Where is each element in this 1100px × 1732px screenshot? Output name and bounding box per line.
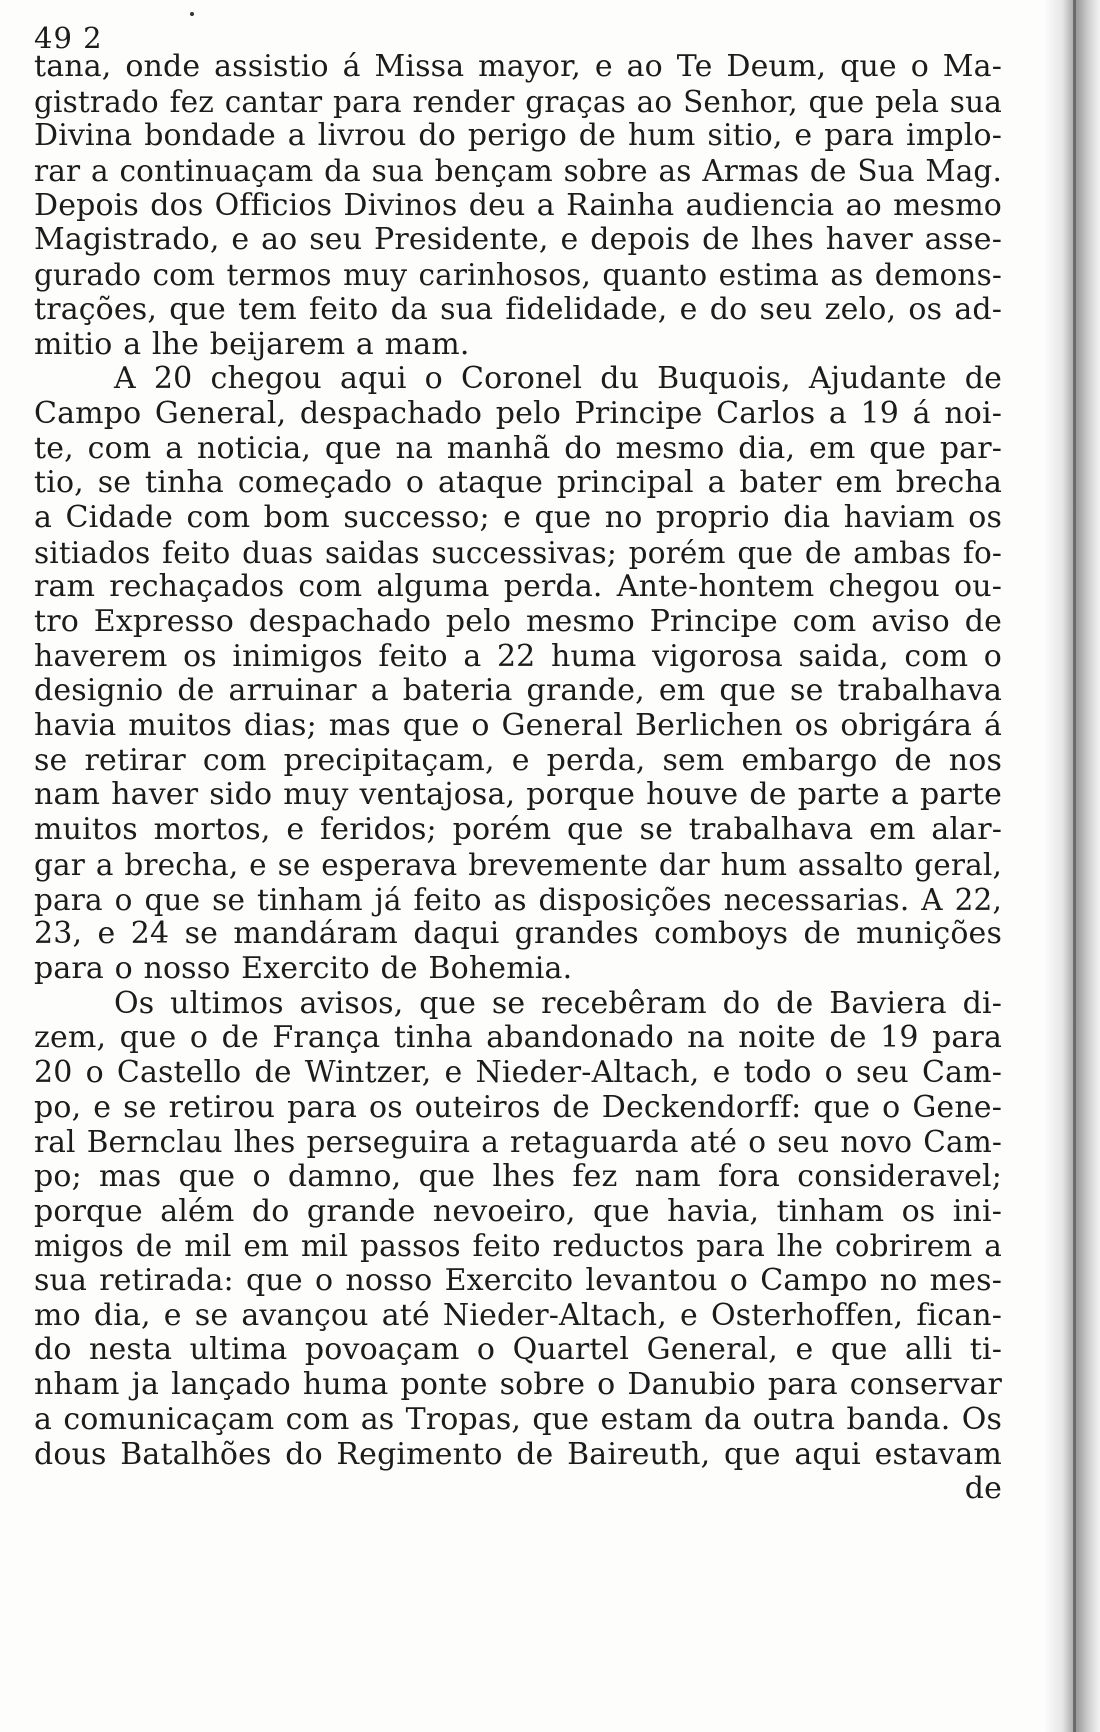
text-line: Magistrado, e ao seu Presidente, e depois de lhes haver asse- <box>34 222 1002 258</box>
text-line: sitiados feito duas saidas successivas; porém que de ambas fo- <box>34 535 1002 570</box>
text-line: gurado com termos muy carinhosos, quanto estima as demons- <box>34 258 1002 293</box>
paragraph-start-line: Os ultimos avisos, que se recebêram do de Baviera di- <box>114 985 1002 1021</box>
text-line: porque além do grande nevoeiro, que havia, tinham os ini- <box>34 1193 1002 1229</box>
text-line: designio de arruinar a bateria grande, em que se trabalhava <box>34 673 1002 709</box>
text-line: se retirar com precipitaçam, e perda, sem embargo de nos <box>34 742 1002 778</box>
body-text <box>34 50 1002 1507</box>
text-line: para o que se tinham já feito as disposições necessarias. A 22, <box>34 882 1002 917</box>
catchword: de <box>964 1471 1002 1507</box>
text-line: tro Expresso despachado pelo mesmo Principe com aviso de <box>34 604 1002 639</box>
text-line: tana, onde assistio á Missa mayor, e ao Te Deum, que o Ma- <box>34 49 1002 84</box>
text-line: mo dia, e se avançou até Nieder-Altach, e Osterhoffen, fican- <box>34 1297 1002 1333</box>
text-line: para o nosso Exercito de Bohemia. <box>34 950 573 986</box>
text-line: nam haver sido muy ventajosa, porque houve de parte a parte <box>34 777 1002 813</box>
text-line: rar a continuaçam da sua bençam sobre as Armas de Sua Mag. <box>34 154 1002 189</box>
binding-edge-line <box>1073 0 1076 1732</box>
text-line: nham ja lançado huma ponte sobre o Danubio para conservar <box>34 1367 1002 1403</box>
text-line: 20 o Castello de Wintzer, e Nieder-Altach, e todo o seu Cam- <box>34 1054 1002 1090</box>
text-line: ral Bernclau lhes perseguira a retaguarda até o seu novo Cam- <box>34 1125 1002 1160</box>
text-line: gar a brecha, e se esperava brevemente dar hum assalto geral, <box>34 847 1002 882</box>
text-line: havia muitos dias; mas que o General Berlichen os obrigára á <box>34 708 1002 744</box>
text-line: po; mas que o damno, que lhes fez nam fora consideravel; <box>34 1159 1002 1194</box>
text-line: migos de mil em mil passos feito reductos para lhe cobrirem a <box>34 1229 1002 1264</box>
text-line: trações, que tem feito da sua fidelidade, e do seu zelo, os ad- <box>34 291 1002 327</box>
text-line: Campo General, despachado pelo Principe Carlos a 19 á noi- <box>34 395 1002 431</box>
text-line: sua retirada: que o nosso Exercito levantou o Campo no mes- <box>34 1263 1002 1299</box>
text-line: ram rechaçados com alguma perda. Ante-hontem chegou ou- <box>34 569 1002 605</box>
text-line: haverem os inimigos feito a 22 huma vigorosa saida, com o <box>34 638 1002 674</box>
paragraph-start-line: A 20 chegou aqui o Coronel du Buquois, Ajudante de <box>114 361 1002 397</box>
text-line: 23, e 24 se mandáram daqui grandes comboys de munições <box>34 916 1002 952</box>
text-line: Depois dos Officios Divinos deu a Rainha audiencia ao mesmo <box>34 187 1002 223</box>
text-line: muitos mortos, e feridos; porém que se trabalhava em alar- <box>34 812 1002 848</box>
text-line: dous Batalhões do Regimento de Baireuth, que aqui estavam <box>34 1436 1002 1472</box>
page-number: 49 2 <box>34 21 103 55</box>
text-line: zem, que o de França tinha abandonado na noite de 19 para <box>34 1020 1002 1056</box>
text-line: po, e se retirou para os outeiros de Deckendorff: que o Gene- <box>34 1089 1002 1125</box>
text-line: te, com a noticia, que na manhã do mesmo dia, em que par- <box>34 430 1002 466</box>
text-line: a comunicaçam com as Tropas, que estam da outra banda. Os <box>34 1401 1002 1437</box>
ink-speck <box>190 12 194 16</box>
text-line: mitio a lhe beijarem a mam. <box>34 326 470 362</box>
text-line: Divina bondade a livrou do perigo de hum sitio, e para implo- <box>34 118 1002 154</box>
text-line: tio, se tinha começado o ataque principal a bater em brecha <box>34 465 1002 501</box>
page-edge-shadow <box>1042 0 1100 1732</box>
text-line: a Cidade com bom successo; e que no proprio dia haviam os <box>34 499 1002 535</box>
text-line: gistrado fez cantar para render graças ao Senhor, que pela sua <box>34 84 1002 119</box>
text-line: do nesta ultima povoaçam o Quartel General, e que alli ti- <box>34 1332 1002 1368</box>
